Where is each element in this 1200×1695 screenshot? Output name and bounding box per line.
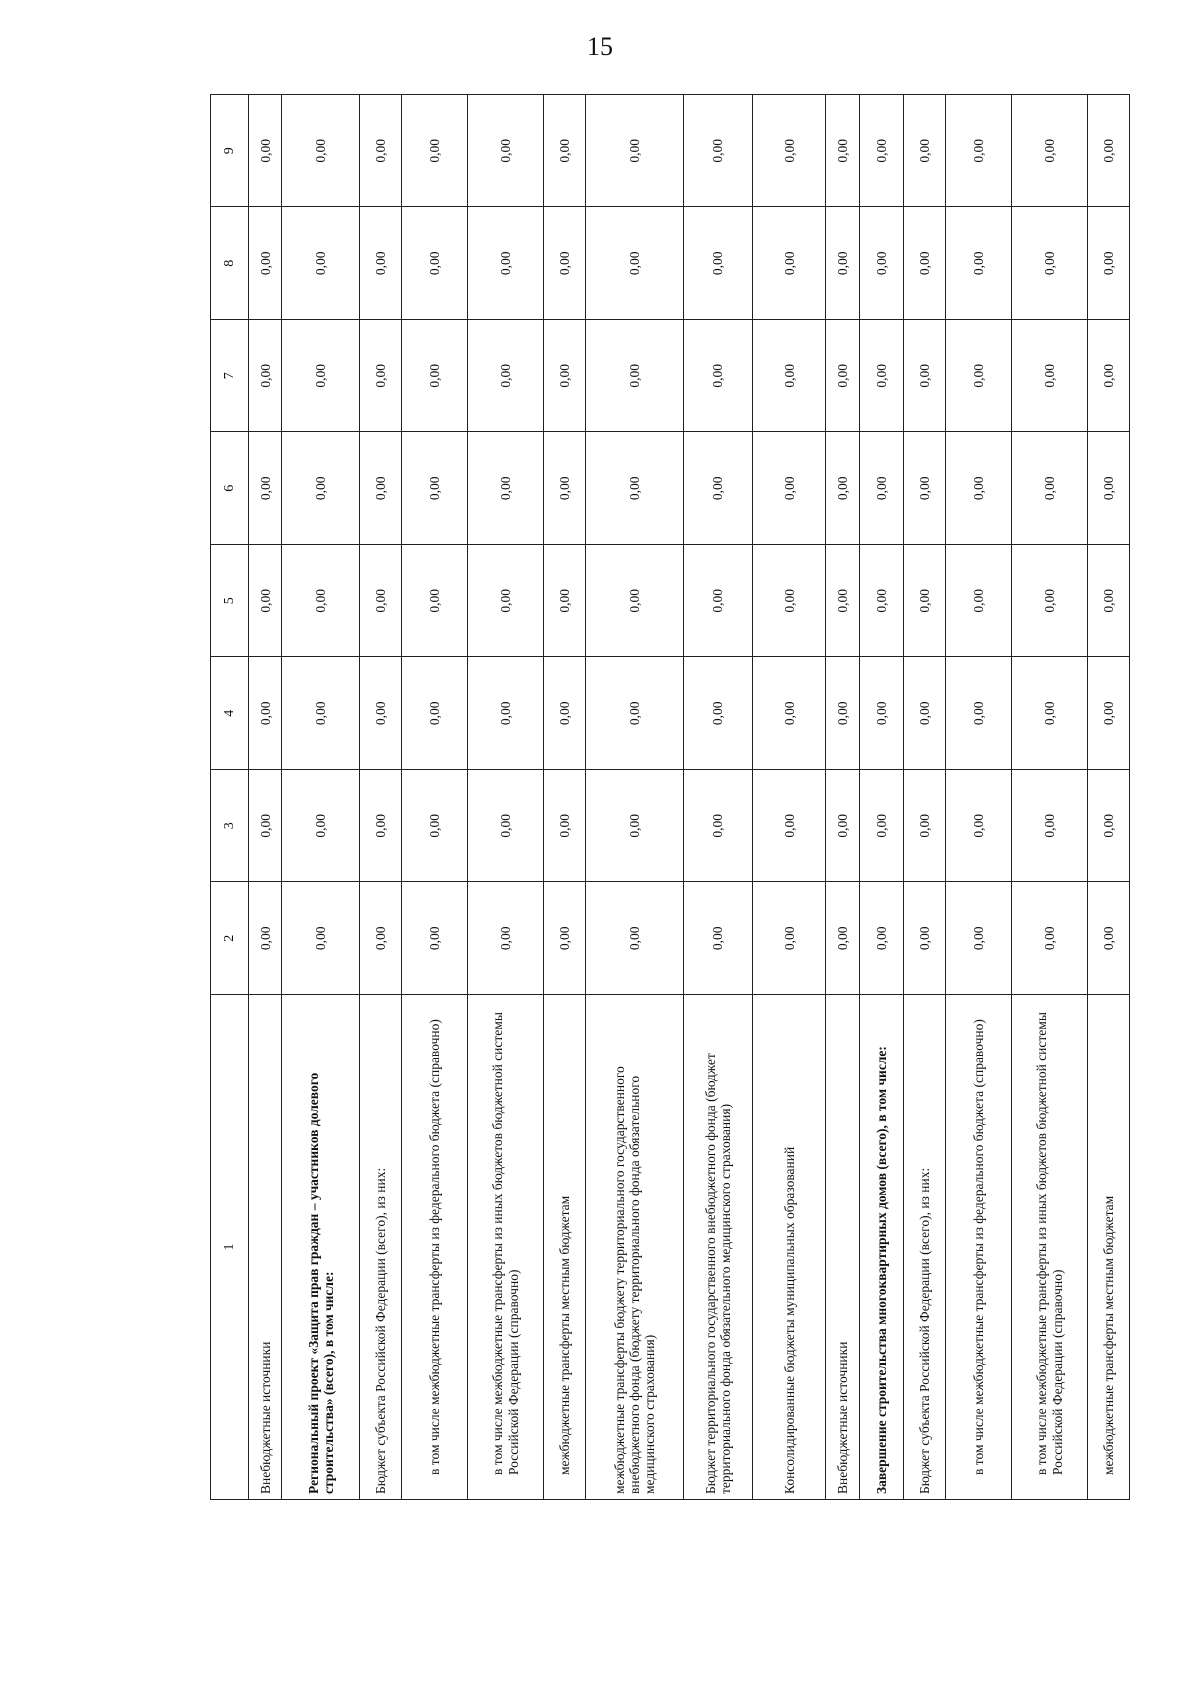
cell-value: 0,00 xyxy=(946,207,1012,320)
cell-value: 0,00 xyxy=(752,545,826,658)
table-row xyxy=(282,95,360,1500)
cell-value: 0,00 xyxy=(282,545,360,658)
cell-value: 0,00 xyxy=(1087,95,1129,208)
table-row xyxy=(543,95,585,1500)
cell-value: 0,00 xyxy=(946,657,1012,770)
cell-value: 0,00 xyxy=(859,95,903,208)
column-number-row xyxy=(211,95,249,1500)
cell-value: 0,00 xyxy=(402,545,468,658)
column-header: 4 xyxy=(211,657,249,770)
row-label: Бюджет субъекта Российской Федерации (всего), из них: xyxy=(904,995,946,1500)
row-label: межбюджетные трансферты местным бюджетам xyxy=(1087,995,1129,1500)
row-label: межбюджетные трансферты бюджету территориального государственного внебюджетного фонда (бюджету территориального фонда обязательного медицинского страхования) xyxy=(585,995,683,1500)
column-header: 3 xyxy=(211,770,249,883)
cell-value: 0,00 xyxy=(248,320,282,433)
cell-value: 0,00 xyxy=(859,207,903,320)
cell-value: 0,00 xyxy=(468,207,544,320)
cell-value: 0,00 xyxy=(859,320,903,433)
cell-value: 0,00 xyxy=(543,207,585,320)
cell-value: 0,00 xyxy=(859,545,903,658)
column-header: 9 xyxy=(211,95,249,208)
cell-value: 0,00 xyxy=(752,432,826,545)
cell-value: 0,00 xyxy=(1087,432,1129,545)
table-row xyxy=(1087,95,1129,1500)
cell-value: 0,00 xyxy=(826,320,860,433)
cell-value: 0,00 xyxy=(752,657,826,770)
cell-value: 0,00 xyxy=(683,882,752,995)
cell-value: 0,00 xyxy=(752,882,826,995)
row-label: Региональный проект «Защита прав граждан – участников долевого строительства» (всего), в том числе: xyxy=(282,995,360,1500)
cell-value: 0,00 xyxy=(752,320,826,433)
cell-value: 0,00 xyxy=(1012,545,1088,658)
page-number: 15 xyxy=(587,32,613,61)
row-label: Завершение строительства многоквартирных домов (всего), в том числе: xyxy=(859,995,903,1500)
cell-value: 0,00 xyxy=(543,882,585,995)
cell-value: 0,00 xyxy=(360,95,402,208)
cell-value: 0,00 xyxy=(859,432,903,545)
cell-value: 0,00 xyxy=(904,320,946,433)
cell-value: 0,00 xyxy=(282,657,360,770)
cell-value: 0,00 xyxy=(1012,432,1088,545)
cell-value: 0,00 xyxy=(282,770,360,883)
cell-value: 0,00 xyxy=(543,770,585,883)
cell-value: 0,00 xyxy=(1012,95,1088,208)
cell-value: 0,00 xyxy=(402,657,468,770)
table-row xyxy=(1012,95,1088,1500)
cell-value: 0,00 xyxy=(402,770,468,883)
cell-value: 0,00 xyxy=(248,545,282,658)
cell-value: 0,00 xyxy=(826,207,860,320)
cell-value: 0,00 xyxy=(282,882,360,995)
cell-value: 0,00 xyxy=(1087,770,1129,883)
table-row xyxy=(585,95,683,1500)
cell-value: 0,00 xyxy=(402,320,468,433)
cell-value: 0,00 xyxy=(468,657,544,770)
row-label: в том числе межбюджетные трансферты из федерального бюджета (справочно) xyxy=(402,995,468,1500)
cell-value: 0,00 xyxy=(585,432,683,545)
cell-value: 0,00 xyxy=(360,432,402,545)
budget-table xyxy=(210,94,1130,1500)
row-label: Внебюджетные источники xyxy=(826,995,860,1500)
cell-value: 0,00 xyxy=(946,95,1012,208)
table-row xyxy=(248,95,282,1500)
cell-value: 0,00 xyxy=(752,207,826,320)
cell-value: 0,00 xyxy=(402,432,468,545)
cell-value: 0,00 xyxy=(585,770,683,883)
cell-value: 0,00 xyxy=(683,545,752,658)
cell-value: 0,00 xyxy=(248,432,282,545)
row-label: в том числе межбюджетные трансферты из федерального бюджета (справочно) xyxy=(946,995,1012,1500)
cell-value: 0,00 xyxy=(946,882,1012,995)
table-row xyxy=(683,95,752,1500)
cell-value: 0,00 xyxy=(248,95,282,208)
cell-value: 0,00 xyxy=(543,320,585,433)
column-header: 6 xyxy=(211,432,249,545)
cell-value: 0,00 xyxy=(585,95,683,208)
cell-value: 0,00 xyxy=(468,545,544,658)
cell-value: 0,00 xyxy=(248,770,282,883)
cell-value: 0,00 xyxy=(585,207,683,320)
cell-value: 0,00 xyxy=(683,657,752,770)
cell-value: 0,00 xyxy=(468,432,544,545)
cell-value: 0,00 xyxy=(543,545,585,658)
cell-value: 0,00 xyxy=(1012,320,1088,433)
cell-value: 0,00 xyxy=(1012,770,1088,883)
cell-value: 0,00 xyxy=(282,432,360,545)
cell-value: 0,00 xyxy=(683,432,752,545)
cell-value: 0,00 xyxy=(904,545,946,658)
cell-value: 0,00 xyxy=(402,95,468,208)
table-row xyxy=(946,95,1012,1500)
rotated-table-container xyxy=(210,95,1130,1500)
cell-value: 0,00 xyxy=(904,207,946,320)
row-label: Бюджет субъекта Российской Федерации (всего), из них: xyxy=(360,995,402,1500)
cell-value: 0,00 xyxy=(248,657,282,770)
cell-value: 0,00 xyxy=(683,95,752,208)
row-label: Бюджет территориального государственного внебюджетного фонда (бюджет территориального фонда обязательного медицинского страхования) xyxy=(683,995,752,1500)
table-row xyxy=(360,95,402,1500)
table-row xyxy=(402,95,468,1500)
cell-value: 0,00 xyxy=(585,882,683,995)
cell-value: 0,00 xyxy=(543,657,585,770)
cell-value: 0,00 xyxy=(402,207,468,320)
cell-value: 0,00 xyxy=(585,320,683,433)
row-label: Консолидированные бюджеты муниципальных образований xyxy=(752,995,826,1500)
cell-value: 0,00 xyxy=(468,95,544,208)
column-header: 7 xyxy=(211,320,249,433)
cell-value: 0,00 xyxy=(543,432,585,545)
cell-value: 0,00 xyxy=(360,770,402,883)
cell-value: 0,00 xyxy=(1012,657,1088,770)
cell-value: 0,00 xyxy=(468,882,544,995)
cell-value: 0,00 xyxy=(859,770,903,883)
cell-value: 0,00 xyxy=(826,770,860,883)
cell-value: 0,00 xyxy=(585,657,683,770)
row-label: Внебюджетные источники xyxy=(248,995,282,1500)
cell-value: 0,00 xyxy=(282,320,360,433)
column-header: 8 xyxy=(211,207,249,320)
cell-value: 0,00 xyxy=(360,657,402,770)
cell-value: 0,00 xyxy=(543,95,585,208)
cell-value: 0,00 xyxy=(402,882,468,995)
cell-value: 0,00 xyxy=(904,657,946,770)
cell-value: 0,00 xyxy=(1087,657,1129,770)
cell-value: 0,00 xyxy=(248,882,282,995)
table-row xyxy=(752,95,826,1500)
cell-value: 0,00 xyxy=(468,320,544,433)
cell-value: 0,00 xyxy=(946,545,1012,658)
cell-value: 0,00 xyxy=(360,882,402,995)
cell-value: 0,00 xyxy=(859,657,903,770)
cell-value: 0,00 xyxy=(248,207,282,320)
cell-value: 0,00 xyxy=(946,432,1012,545)
cell-value: 0,00 xyxy=(752,770,826,883)
table-row xyxy=(468,95,544,1500)
cell-value: 0,00 xyxy=(904,770,946,883)
cell-value: 0,00 xyxy=(360,320,402,433)
cell-value: 0,00 xyxy=(904,882,946,995)
table-row xyxy=(826,95,860,1500)
column-header: 1 xyxy=(211,995,249,1500)
row-label: межбюджетные трансферты местным бюджетам xyxy=(543,995,585,1500)
table-row xyxy=(904,95,946,1500)
cell-value: 0,00 xyxy=(683,207,752,320)
cell-value: 0,00 xyxy=(1087,882,1129,995)
cell-value: 0,00 xyxy=(826,545,860,658)
cell-value: 0,00 xyxy=(1012,207,1088,320)
cell-value: 0,00 xyxy=(683,320,752,433)
cell-value: 0,00 xyxy=(946,320,1012,433)
table-row xyxy=(859,95,903,1500)
cell-value: 0,00 xyxy=(826,95,860,208)
cell-value: 0,00 xyxy=(826,657,860,770)
table-body xyxy=(211,95,1130,1500)
row-label: в том числе межбюджетные трансферты из иных бюджетов бюджетной системы Российской Федерации (справочно) xyxy=(468,995,544,1500)
column-header: 5 xyxy=(211,545,249,658)
cell-value: 0,00 xyxy=(826,432,860,545)
column-header: 2 xyxy=(211,882,249,995)
cell-value: 0,00 xyxy=(1087,320,1129,433)
cell-value: 0,00 xyxy=(904,432,946,545)
cell-value: 0,00 xyxy=(859,882,903,995)
cell-value: 0,00 xyxy=(360,207,402,320)
row-label: в том числе межбюджетные трансферты из иных бюджетов бюджетной системы Российской Федерации (справочно) xyxy=(1012,995,1088,1500)
cell-value: 0,00 xyxy=(282,207,360,320)
cell-value: 0,00 xyxy=(683,770,752,883)
cell-value: 0,00 xyxy=(468,770,544,883)
cell-value: 0,00 xyxy=(826,882,860,995)
cell-value: 0,00 xyxy=(282,95,360,208)
cell-value: 0,00 xyxy=(904,95,946,208)
cell-value: 0,00 xyxy=(585,545,683,658)
cell-value: 0,00 xyxy=(1087,545,1129,658)
cell-value: 0,00 xyxy=(1087,207,1129,320)
cell-value: 0,00 xyxy=(360,545,402,658)
cell-value: 0,00 xyxy=(752,95,826,208)
cell-value: 0,00 xyxy=(946,770,1012,883)
cell-value: 0,00 xyxy=(1012,882,1088,995)
